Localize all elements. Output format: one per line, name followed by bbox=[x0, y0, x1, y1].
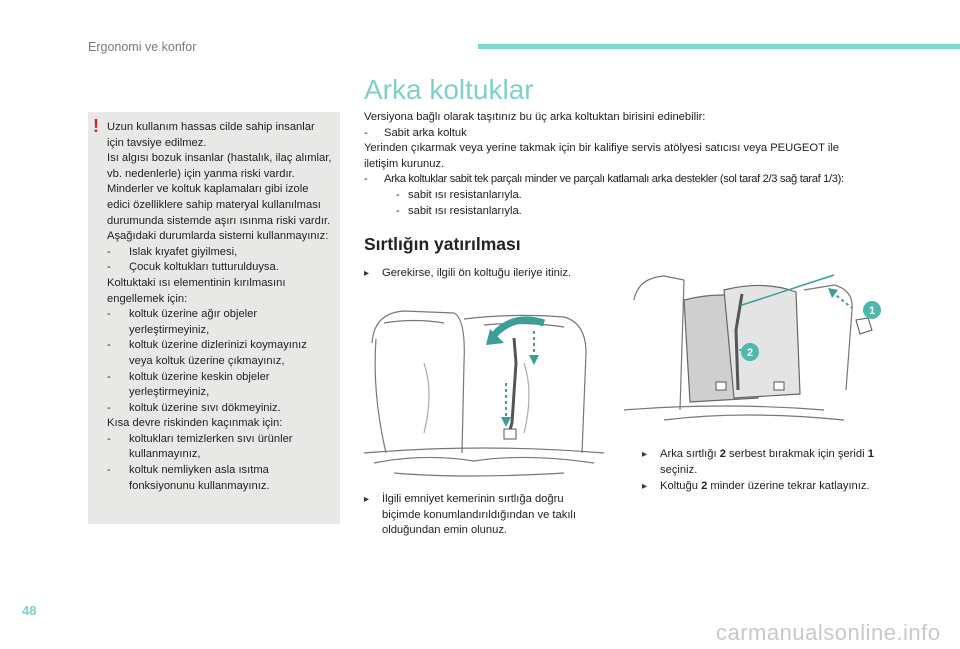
dash-bullet: - bbox=[107, 308, 111, 321]
warning-line bbox=[107, 385, 339, 401]
dash-bullet: - bbox=[107, 370, 111, 383]
warning-line-text: koltuk üzerine dizlerinizi koymayınız bbox=[129, 339, 307, 352]
warning-line bbox=[107, 245, 339, 261]
warning-line bbox=[107, 182, 339, 198]
warning-line-text: durumunda sistemde aşırı ısınma riski vardır. bbox=[107, 214, 331, 227]
warning-line-text: koltukları temizlerken sıvı ürünler bbox=[129, 432, 293, 445]
dash-bullet: - bbox=[107, 432, 111, 445]
warning-line bbox=[107, 447, 339, 463]
intro-line: iletişim kurunuz. bbox=[364, 157, 445, 170]
warning-line bbox=[107, 136, 339, 152]
warning-line-text: engellemek için: bbox=[107, 292, 188, 305]
intro-text bbox=[364, 110, 904, 219]
warning-line-text: edici özelliklere sahip materyal kullanılması bbox=[107, 198, 321, 211]
dash-bullet: - bbox=[107, 245, 111, 258]
warning-line bbox=[107, 463, 339, 479]
warning-line bbox=[107, 307, 339, 323]
warning-line-text: Aşağıdaki durumlarda sistemi kullanmayınız: bbox=[107, 230, 329, 243]
section-heading: Sırtlığın yatırılması bbox=[364, 234, 521, 254]
warning-line bbox=[107, 432, 339, 448]
warning-line bbox=[107, 276, 339, 292]
warning-line bbox=[107, 416, 339, 432]
warning-line bbox=[107, 354, 339, 370]
warning-line-text: vb. nedenlerle) için yanma riski vardır. bbox=[107, 167, 295, 180]
warning-line bbox=[107, 323, 339, 339]
warning-line-text: için tavsiye edilmez. bbox=[107, 136, 207, 149]
warning-line-text: veya koltuk üzerine çıkmayınız, bbox=[129, 354, 285, 367]
warning-text bbox=[107, 120, 339, 494]
intro-line: - Arka koltuklar sabit tek parçalı minder ve parçalı katlamalı arka destekler (sol taraf 2/3 sağ taraf 1/3): bbox=[364, 173, 844, 186]
warning-line-text: fonksiyonunu kullanmayınız. bbox=[129, 479, 270, 492]
dash-bullet: - bbox=[107, 401, 111, 414]
warning-line-text: koltuk üzerine ağır objeler bbox=[129, 308, 258, 321]
warning-line-text: koltuk üzerine sıvı dökmeyiniz. bbox=[129, 401, 281, 414]
warning-line-text: koltuk nemliyken asla ısıtma bbox=[129, 464, 269, 477]
warning-line bbox=[107, 198, 339, 214]
warning-line-text: Islak kıyafet giyilmesi, bbox=[129, 245, 238, 258]
warning-line bbox=[107, 214, 339, 230]
intro-line: - Sabit arka koltuk bbox=[364, 126, 467, 139]
warning-line bbox=[107, 401, 339, 417]
dash-bullet: - bbox=[107, 464, 111, 477]
step-3: ▸ Arka sırtlığı 2 serbest bırakmak için şeridi 1 seçiniz. bbox=[642, 448, 874, 476]
arrow-bullet-icon: ▸ bbox=[642, 481, 648, 492]
step-1: ▸ Gerekirse, ilgili ön koltuğu ileriye itiniz. bbox=[382, 266, 622, 282]
badge-1-label: 1 bbox=[868, 305, 876, 317]
warning-line bbox=[107, 151, 339, 167]
header-accent-bar bbox=[478, 44, 960, 49]
warning-line bbox=[107, 479, 339, 495]
warning-line bbox=[107, 167, 339, 183]
step-2: ▸ İlgili emniyet kemerinin sırtlığa doğru biçimde konumlandırıldığından ve takılı olduğundan emin olunuz. bbox=[364, 493, 577, 537]
warning-line bbox=[107, 370, 339, 386]
warning-line-text: Isı algısı bozuk insanlar (hastalık, ilaç alımlar, bbox=[107, 152, 332, 165]
intro-subline: - sabit ısı resistanlarıyla. bbox=[396, 204, 522, 217]
warning-line bbox=[107, 229, 339, 245]
badge-2-label: 2 bbox=[746, 347, 754, 359]
warning-line-text: Koltuktaki ısı elementinin kırılmasını bbox=[107, 276, 286, 289]
page-number: 48 bbox=[22, 603, 37, 618]
warning-line bbox=[107, 338, 339, 354]
dash-bullet: - bbox=[107, 339, 111, 352]
seat-belt-illustration bbox=[364, 303, 604, 483]
warning-icon: ! bbox=[93, 116, 99, 136]
intro-line: Yerinden çıkarmak veya yerine takmak için bir kalifiye servis atölyesi satıcısı veya PEUGEOT ile bbox=[364, 142, 840, 155]
page-title: Arka koltuklar bbox=[364, 74, 534, 105]
warning-line-text: Uzun kullanım hassas cilde sahip insanlar bbox=[107, 121, 315, 133]
seatback-fold-illustration bbox=[624, 270, 894, 440]
step-4: ▸ Koltuğu 2 minder üzerine tekrar katlayınız. bbox=[660, 479, 910, 495]
watermark: carmanualsonline.info bbox=[716, 620, 941, 645]
warning-line-text: koltuk üzerine keskin objeler bbox=[129, 370, 270, 383]
warning-line-text: Minderler ve koltuk kaplamaları gibi izole bbox=[107, 183, 309, 196]
dash-bullet: - bbox=[107, 261, 111, 274]
warning-line bbox=[107, 292, 339, 308]
arrow-bullet-icon: ▸ bbox=[364, 268, 370, 279]
warning-line bbox=[107, 120, 339, 136]
warning-line-text: Çocuk koltukları tutturulduysa. bbox=[129, 261, 279, 274]
warning-line bbox=[107, 260, 339, 276]
intro-line: Versiyona bağlı olarak taşıtınız bu üç arka koltuktan birisini edinebilir: bbox=[364, 111, 706, 123]
warning-line-text: Kısa devre riskinden kaçınmak için: bbox=[107, 417, 283, 430]
arrow-bullet-icon: ▸ bbox=[364, 494, 370, 505]
warning-line-text: kullanmayınız, bbox=[129, 448, 201, 461]
intro-subline: - sabit ısı resistanlarıyla. bbox=[396, 188, 522, 201]
section-label: Ergonomi ve konfor bbox=[88, 40, 197, 54]
warning-line-text: yerleştirmeyiniz, bbox=[129, 323, 210, 336]
arrow-bullet-icon: ▸ bbox=[642, 449, 648, 460]
warning-line-text: yerleştirmeyiniz, bbox=[129, 386, 210, 399]
